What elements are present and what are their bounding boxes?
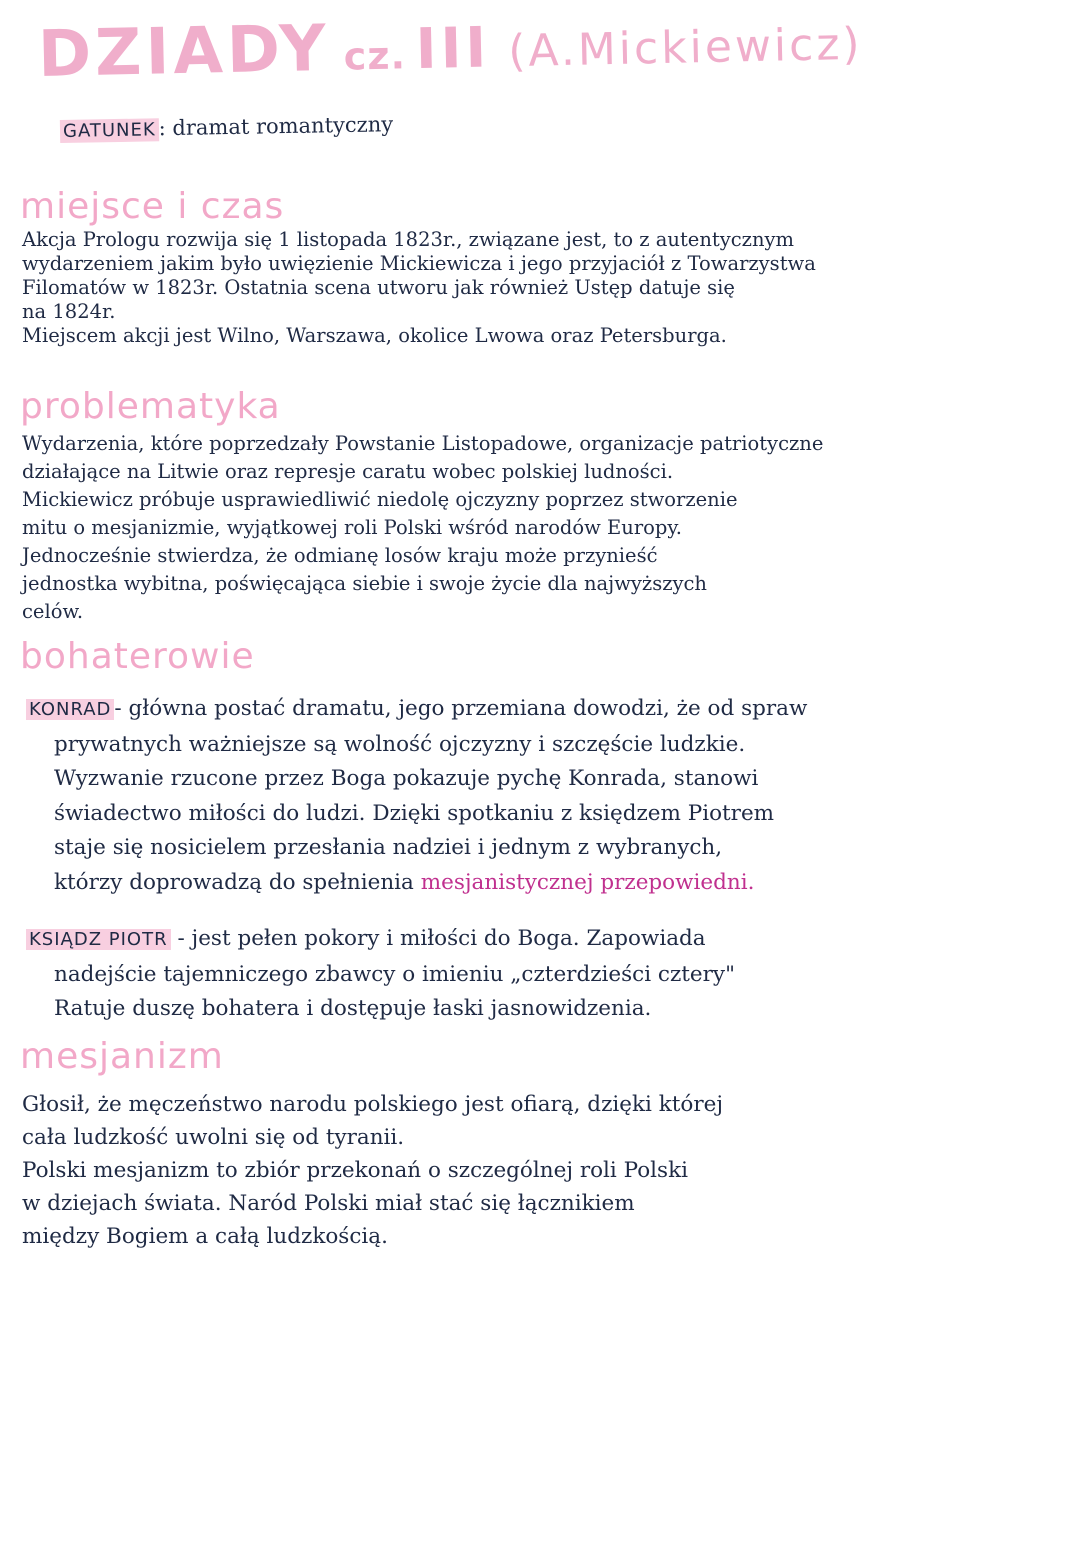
title-roman: III: [415, 15, 491, 83]
text-line: Filomatów w 1823r. Ostatnia scena utworu jak również Ustęp datuje się: [22, 276, 735, 299]
messianism-text: [22, 1088, 1022, 1253]
text-line: Głosił, że męczeństwo narodu polskiego jest ofiarą, dzięki której: [22, 1092, 724, 1117]
hero-piotr: [26, 922, 1026, 1027]
title-main: DZIADY: [37, 11, 331, 92]
text-line: Miejscem akcji jest Wilno, Warszawa, okolice Lwowa oraz Petersburga.: [22, 324, 727, 347]
hero-name-piotr: KSIĄDZ PIOTR: [26, 929, 171, 950]
text-line: - główna postać dramatu, jego przemiana dowodzi, że od spraw: [114, 696, 808, 721]
text-line: Polski mesjanizm to zbiór przekonań o szczególnej roli Polski: [22, 1158, 688, 1183]
text-line: w dziejach świata. Naród Polski miał stać się łącznikiem: [22, 1191, 635, 1216]
genre-line: [60, 112, 394, 142]
text-line: cała ludzkość uwolni się od tyranii.: [22, 1125, 405, 1150]
title-part: cz.: [343, 33, 407, 79]
text-line: Jednocześnie stwierdza, że odmianę losów kraju może przynieść: [22, 544, 658, 567]
section-heading-problems: problematyka: [20, 386, 281, 427]
hero-name-konrad: KONRAD: [26, 699, 114, 720]
text-line: jednostka wybitna, poświęcająca siebie i swoje życie dla najwyższych: [22, 572, 707, 595]
text-line: - jest pełen pokory i miłości do Boga. Zapowiada: [170, 926, 706, 951]
text-line: działające na Litwie oraz represje caratu wobec polskiej ludności.: [22, 460, 674, 483]
text-line: prywatnych ważniejsze są wolność ojczyzny i szczęście ludzkie.: [54, 731, 746, 757]
text-line: między Bogiem a całą ludzkością.: [22, 1224, 388, 1249]
title-author: (A.Mickiewicz): [507, 18, 864, 78]
genre-label: GATUNEK: [60, 118, 159, 143]
place-time-text: [22, 228, 1022, 348]
text-line: na 1824r.: [22, 300, 116, 323]
section-heading-messianism: mesjanizm: [20, 1036, 224, 1077]
problems-text: [22, 430, 1022, 626]
konrad-last-line: którzy doprowadzą do spełnienia: [54, 869, 421, 895]
text-line: nadejście tajemniczego zbawcy o imieniu „czterdzieści cztery": [54, 961, 735, 987]
text-line: Wydarzenia, które poprzedzały Powstanie Listopadowe, organizacje patriotyczne: [22, 432, 824, 455]
section-heading-heroes: bohaterowie: [20, 636, 255, 677]
genre-value: : dramat romantyczny: [158, 112, 394, 141]
text-line: Ratuje duszę bohatera i dostępuje łaski jasnowidzenia.: [54, 996, 652, 1021]
text-line: Wyzwanie rzucone przez Boga pokazuje pychę Konrada, stanowi: [54, 766, 759, 791]
text-line: mitu o mesjanizmie, wyjątkowej roli Polski wśród narodów Europy.: [22, 516, 683, 539]
highlight-messianic-prophecy: mesjanistycznej przepowiedni.: [420, 869, 755, 895]
section-heading-place-time: miejsce i czas: [20, 186, 285, 227]
text-line: Akcja Prologu rozwija się 1 listopada 1823r., związane jest, to z autentycznym: [22, 228, 795, 251]
hero-konrad: [26, 692, 1026, 900]
page-title: [37, 1, 863, 92]
text-line: staje się nosicielem przesłania nadziei i jednym z wybranych,: [54, 835, 723, 860]
text-line: celów.: [22, 600, 84, 623]
text-line: świadectwo miłości do ludzi. Dzięki spotkaniu z księdzem Piotrem: [54, 800, 775, 826]
text-line: [26, 866, 1026, 901]
text-line: wydarzeniem jakim było uwięzienie Mickiewicza i jego przyjaciół z Towarzystwa: [22, 252, 816, 275]
text-line: Mickiewicz próbuje usprawiedliwić niedolę ojczyzny poprzez stworzenie: [22, 488, 738, 511]
